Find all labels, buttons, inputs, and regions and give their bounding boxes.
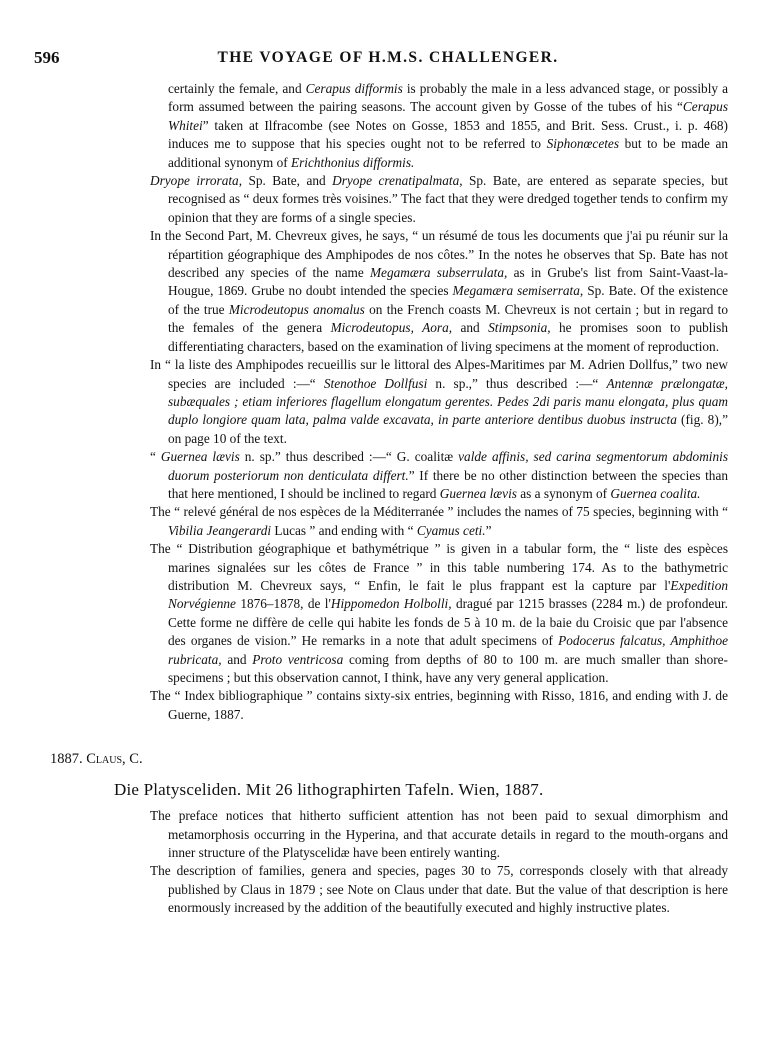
italic-text: Stenothoe Dollfusi	[323, 375, 428, 391]
italic-text: Podocerus falcatus, Amphithoe rubricata,	[168, 633, 728, 667]
italic-text: Megamæra subserrulata,	[369, 265, 508, 281]
italic-text: valde affinis, sed carina segmentorum abdominis duorum posteriorum non denticulata differt.	[168, 449, 729, 483]
running-title: THE VOYAGE OF H.M.S. CHALLENGER.	[217, 49, 559, 66]
text-run: ” If there be no other distinction between the species than that here mentioned, I should be inclined to regard	[168, 467, 728, 501]
text-run: ”	[485, 522, 492, 538]
italic-text: Guernea lævis	[160, 449, 240, 465]
italic-text: Vibilia Jeangerardi	[168, 522, 272, 538]
italic-text: Dryope irrorata	[150, 173, 239, 189]
paragraph	[168, 80, 728, 172]
entry-paragraphs	[0, 807, 776, 917]
text-run: ” taken at Ilfracombe (see Notes on Gosse, 1853 and 1855, and Brit. Sess. Crust., i. p. 468) induces me to suppose that his species ought not to be referred to	[168, 117, 728, 152]
italic-text: Cerapus difformis	[305, 81, 403, 96]
text-run: The description of families, genera and species, pages 30 to 75, corresponds closely with that already published by Claus in 1879 ; see Note on Claus under that date. But the value of that description is here enormously increased by the addition of the beautifully executed and highly instructive plates.	[150, 863, 728, 916]
italic-text: Dryope crenatipalmata	[332, 173, 460, 189]
text-run: , Sp. Bate, and	[238, 173, 333, 189]
paragraph	[150, 503, 728, 540]
entry-title: Die Platysceliden. Mit 26 lithographirten Tafeln. Wien, 1887.	[114, 780, 544, 800]
text-run: and	[452, 320, 489, 336]
notes-paragraphs	[0, 80, 776, 724]
text-run: is probably the male in a less advanced stage, or possibly a form assumed between the pairing seasons. The account given by Gosse of the tubes of his “	[168, 81, 728, 115]
italic-text: Proto ventricosa	[252, 651, 344, 667]
text-run: The preface notices that hitherto sufficient attention has not been paid to sexual dimorphism and metamorphosis occurring in the Hyperina, and that accurate details in regard to the mouth-organs and inner structure of the Platyscelidæ have been entirely wanting.	[150, 808, 728, 861]
italic-text: Guernea coalita.	[610, 485, 701, 501]
italic-text: Siphonœcetes	[546, 136, 620, 152]
italic-text: Erichthonius difformis.	[290, 154, 415, 170]
italic-text: Expedition Norvégienne	[168, 577, 728, 612]
bibliography-entry	[50, 749, 776, 769]
italic-text: Cyamus ceti.	[416, 522, 486, 538]
italic-text: Hippomedon Holbolli,	[330, 596, 452, 612]
text-run: (fig. 8),” on page 10 of the text.	[168, 412, 728, 446]
page-body	[0, 80, 776, 918]
paragraph	[150, 448, 728, 503]
text-run: 1876–1878, de l'	[235, 596, 331, 612]
text-run: coming from depths of 80 to 100 m. are much smaller than shore-specimens ; but this observation cannot, I think, have any very general application.	[168, 651, 728, 685]
text-run: he promises soon to publish differentiating characters, based on the examination of living specimens at the moment of reproduction.	[168, 320, 728, 354]
page-header	[34, 48, 742, 68]
paragraph	[150, 356, 728, 448]
text-run: n. sp.” thus described :—“ G. coalitæ	[239, 449, 459, 465]
text-run: “	[150, 449, 161, 465]
italic-text: Stimpsonia,	[488, 320, 551, 336]
page-number: 596	[34, 48, 60, 67]
text-run: as in Grube's list from Saint-Vaast-la-Hougue, 1869. Grube no doubt intended the species	[168, 265, 728, 299]
italic-text: Guernea lævis	[439, 485, 517, 501]
text-run: and	[221, 651, 253, 667]
entry-author: Claus, C.	[86, 751, 143, 768]
text-run: The “ Distribution géographique et bathymétrique ” is given in a tabular form, the “ liste des espèces marines signalées sur les côtes de France ” in this table numbering 174. As to the bathymetric distribution M. Chevreux says, “ Enfin, le fait le plus frappant est la capture par l'	[150, 541, 728, 593]
italic-text: Cerapus Whitei	[168, 99, 728, 133]
text-run: on the French coasts M. Chevreux is not certain ; but in regard to the females of the genera	[168, 301, 728, 336]
paragraph	[150, 862, 728, 917]
text-run: Sp. Bate. Of the existence of the true	[168, 283, 728, 317]
text-run: Lucas ” and ending with “	[271, 522, 417, 538]
text-run: as a synonym of	[516, 485, 611, 501]
text-run: certainly the female, and	[168, 81, 306, 96]
text-run: In “ la liste des Amphipodes recueillis sur le littoral des Alpes-Maritimes par M. Adrien Dollfus,” two new species are included :—“	[150, 357, 728, 391]
text-run: The “ Index bibliographique ” contains sixty-six entries, beginning with Risso, 1816, and ending with J. de Guerne, 1887.	[150, 688, 728, 722]
paragraph	[150, 687, 728, 724]
paragraph	[150, 807, 728, 862]
text-run: , Sp. Bate, are entered as separate species, but recognised as “ deux formes très voisines.” The fact that they were dredged together tends to confirm my opinion that they are forms of a single species.	[168, 173, 728, 225]
text-run: n. sp.,” thus described :—“	[427, 375, 607, 391]
paragraph	[150, 227, 728, 356]
italic-text: Megamæra semiserrata,	[452, 283, 584, 299]
text-run: but to be made an additional synonym of	[168, 136, 728, 170]
entry-year: 1887.	[50, 751, 83, 768]
text-run: dragué par 1215 brasses (2284 m.) de profondeur. Cette forme ne diffère de celle qui habite les fonds de 5 à 10 m. de la baie du Croisic que par l'absence des organes de vision.” He remarks in a note that adult specimens of	[168, 596, 728, 649]
paragraph	[150, 540, 728, 687]
italic-text: Microdeutopus, Aora,	[330, 320, 453, 336]
paragraph	[150, 172, 728, 227]
text-run: In the Second Part, M. Chevreux gives, he says, “ un résumé de tous les documents que j'ai pu réunir sur la répartition géographique des Amphipodes de nos côtes.” In the notes he observes that Sp. Bate has not described any species of the name	[150, 228, 728, 281]
italic-text: Antennæ prælongatæ, subæquales ; etiam inferiores flagellum elongatum gerentes. Pedes 2di paris manu elongata, plus quam duplo longiore quam lata, palma valde excavata, in parte anteriore dentibus duobus instructa	[168, 375, 728, 428]
text-run: The “ relevé général de nos espèces de la Méditerranée ” includes the names of 75 species, beginning with “	[150, 504, 728, 520]
italic-text: Microdeutopus anomalus	[228, 301, 365, 317]
